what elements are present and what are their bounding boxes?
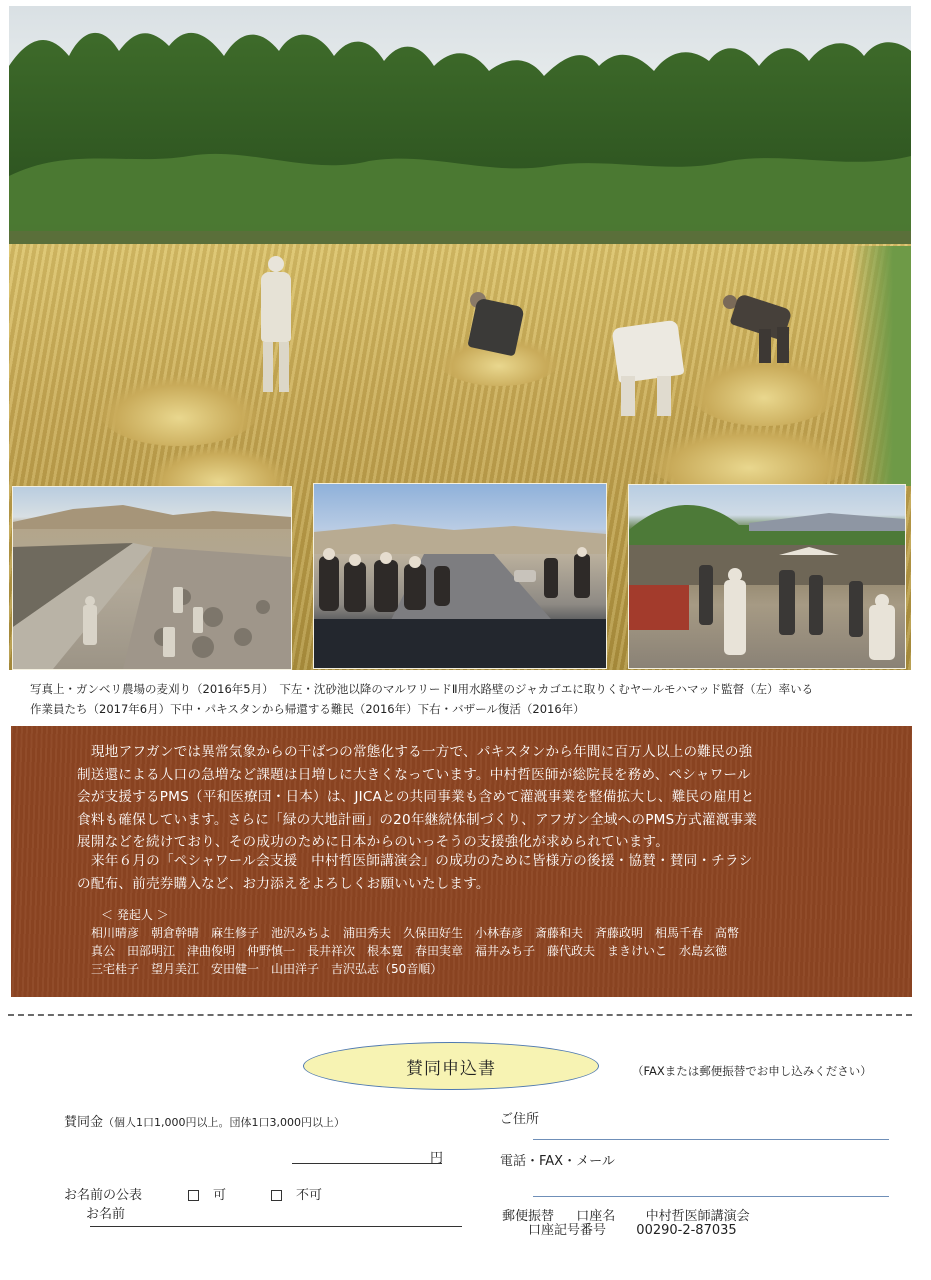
appeal-paragraph-1 <box>77 741 857 854</box>
appeal-line: 会が支援するPMS（平和医療団・日本）は、JICAとの共同事業も含めて灌漑事業を整備拡大し、難民の雇用と <box>77 789 755 805</box>
worker-figure <box>464 288 524 378</box>
account-name-value: 中村哲医師講演会 <box>645 1209 750 1224</box>
promoters-line: 相川晴彦 朝倉幹晴 麻生修子 池沢みちよ 浦田秀夫 久保田好生 小林春彦 斎藤和夫 斉藤政明 相馬千春 高幣 <box>91 926 740 940</box>
publish-no-option[interactable] <box>271 1184 322 1203</box>
tree-line <box>9 26 911 256</box>
appeal-panel <box>11 726 912 997</box>
appeal-line: 食料も確保しています。さらに「緑の大地計画」の20年継続体制づくり、アフガン全域へのPMS方式灌漑事業 <box>77 811 758 828</box>
wheat-sheaf <box>99 376 259 446</box>
account-name-label: 口座名 <box>576 1209 616 1224</box>
publish-yes-checkbox[interactable] <box>188 1190 199 1201</box>
contact-field[interactable] <box>533 1196 889 1197</box>
form-title: 賛同申込書 <box>303 1042 599 1090</box>
support-fee-label <box>64 1111 345 1130</box>
cut-line <box>8 1014 912 1016</box>
publish-no-label: 不可 <box>296 1188 323 1203</box>
appeal-line <box>77 741 857 764</box>
photo-bazaar-revival <box>628 484 906 669</box>
account-number-row <box>528 1219 737 1238</box>
promoters-line: 三宅桂子 望月美江 安田健一 山田洋子 吉沢弘志（50音順） <box>91 962 443 976</box>
promoters-list <box>91 906 891 978</box>
photo-caption-line-1: 写真上・ガンベリ農場の麦刈り（2016年5月） 下左・沈砂池以降のマルワリードⅡ用水路壁のジャカゴエに取りくむヤールモハマッド監督（左）率いる <box>30 682 814 696</box>
support-fee-field[interactable] <box>292 1163 442 1164</box>
worker-figure <box>257 256 297 396</box>
worker-figure <box>609 318 689 418</box>
address-field[interactable] <box>533 1139 889 1140</box>
account-number-label: 口座記号番号 <box>528 1223 607 1238</box>
promoters-heading: ＜ 発起人 ＞ <box>101 908 169 922</box>
photo-returning-refugees <box>313 483 607 669</box>
yen-unit: 円 <box>430 1151 444 1166</box>
appeal-line-text: 来年６月の「ペシャワール会支援 中村哲医師講演会」の成功のために皆様方の後援・協賛・賛同・チラシ <box>91 853 753 869</box>
grass-edge <box>851 246 911 486</box>
appeal-line: 展開などを続けており、その成功のために日本からのいっそうの支援強化が求められています。 <box>77 834 670 850</box>
canal-scene <box>13 487 291 669</box>
publish-name-label: お名前の公表 <box>64 1188 143 1203</box>
appeal-paragraph-2 <box>77 850 857 895</box>
worker-figure <box>719 291 799 366</box>
bazaar-scene <box>629 485 905 668</box>
appeal-line: 制送還による人口の急増など課題は日増しに大きくなっています。中村哲医師が総院長を務め、ペシャワール <box>77 766 751 783</box>
support-fee-label-text: 賛同金 <box>64 1115 104 1130</box>
support-fee-detail: （個人1口1,000円以上。団体1口3,000円以上） <box>103 1116 345 1129</box>
publish-yes-label: 可 <box>213 1188 227 1203</box>
appeal-line: の配布、前売券購入など、お力添えをよろしくお願いいたします。 <box>77 875 490 892</box>
form-note: （FAXまたは郵便振替でお申し込みください） <box>632 1064 872 1078</box>
road-scene <box>314 484 606 668</box>
appeal-line <box>77 850 857 873</box>
photo-caption-line-2: 作業員たち（2017年6月）下中・パキスタンから帰還する難民（2016年）下右・バザール復活（2016年） <box>30 702 585 716</box>
promoters-line: 真公 田部明江 津曲俊明 仲野慎一 長井祥次 根本寛 春田実章 福井みち子 藤代政夫 まきけいこ 水島玄徳 <box>91 944 728 958</box>
appeal-line-text: 現地アフガンでは異常気象からの干ばつの常態化する一方で、パキスタンから年間に百万人以上の難民の強 <box>91 744 753 760</box>
name-label: お名前 <box>86 1207 126 1222</box>
account-number-value: 00290-2-87035 <box>636 1223 737 1238</box>
contact-label: 電話・FAX・メール <box>500 1154 615 1169</box>
photo-canal-construction <box>12 486 292 670</box>
publish-yes-option[interactable] <box>188 1184 226 1203</box>
postal-transfer-label: 郵便振替 <box>502 1209 555 1224</box>
wheat-sheaf <box>689 356 839 426</box>
publish-no-checkbox[interactable] <box>271 1190 282 1201</box>
name-field[interactable] <box>90 1226 462 1227</box>
address-label: ご住所 <box>500 1112 540 1127</box>
